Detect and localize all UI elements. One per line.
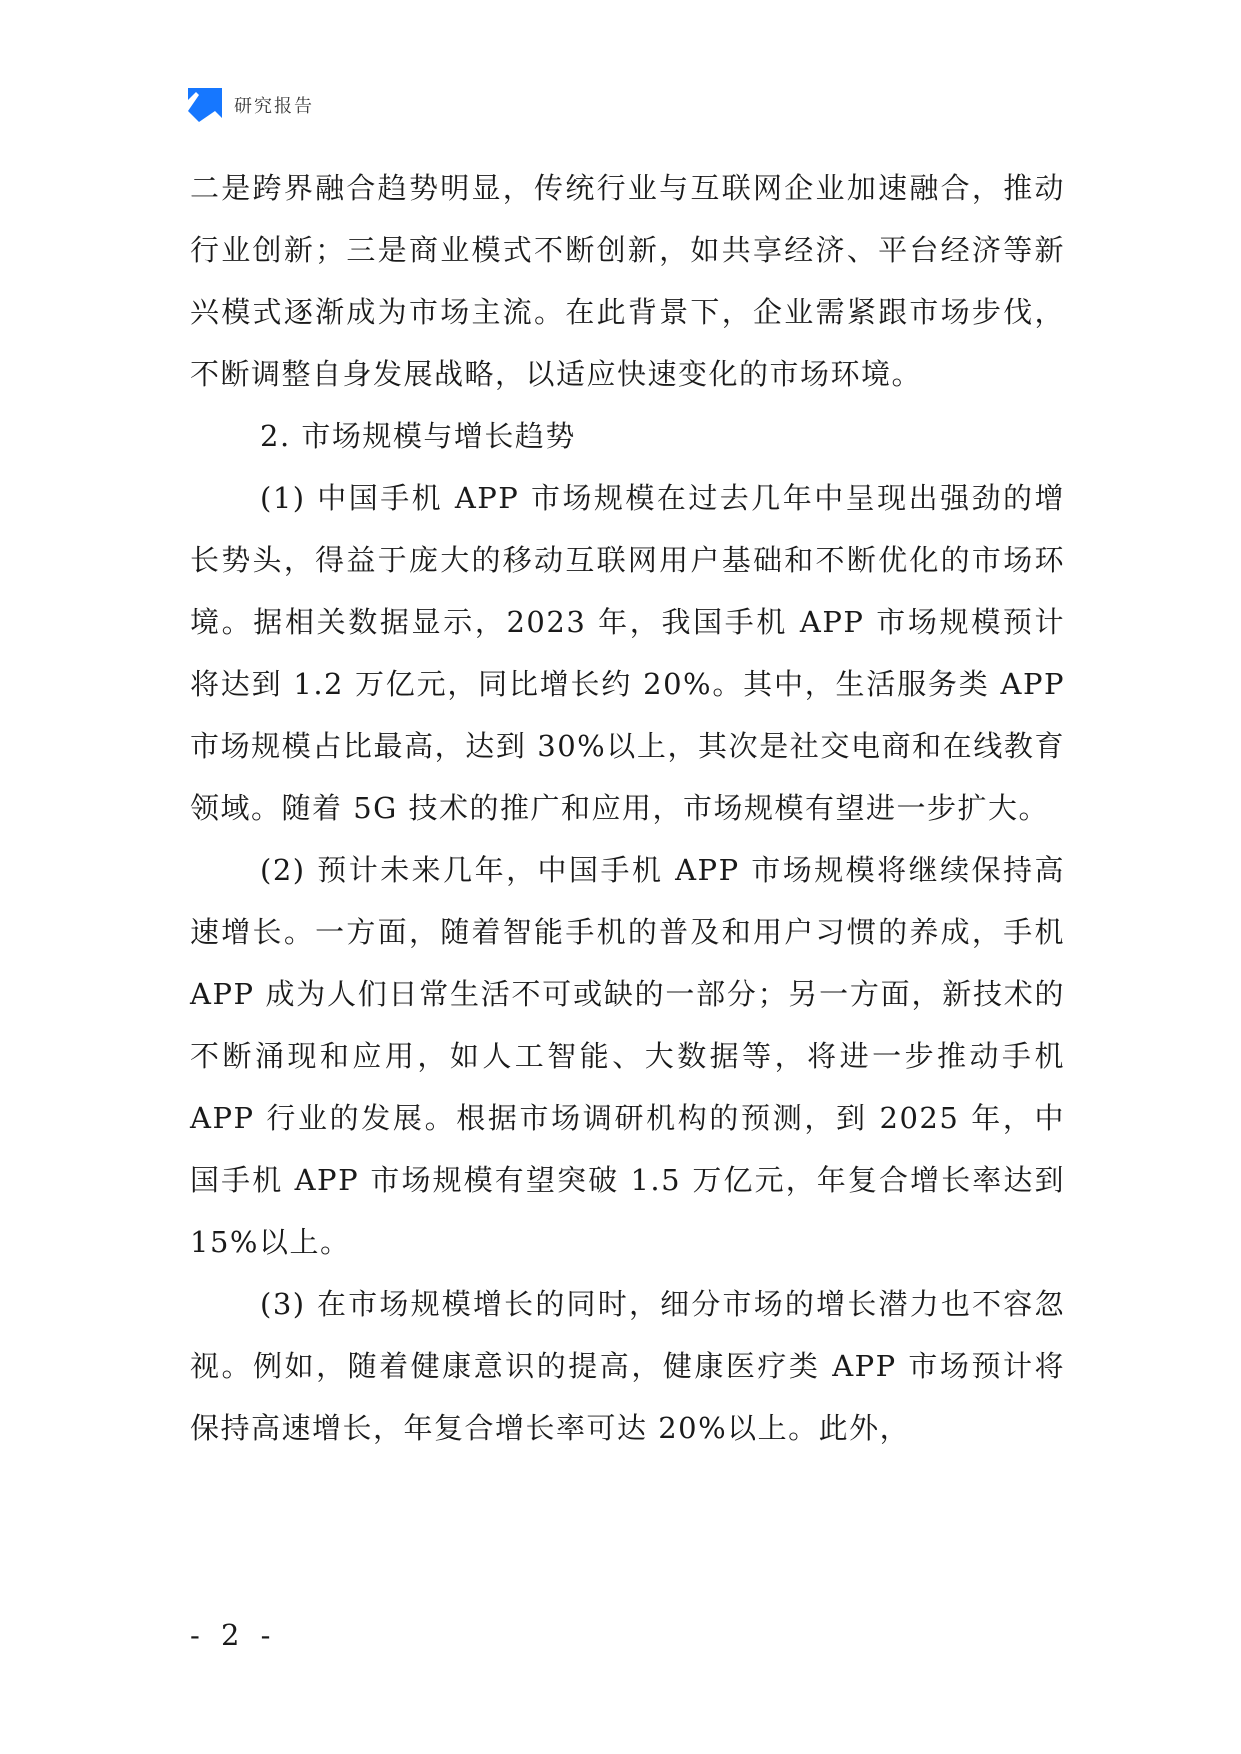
paragraph-2: (2) 预计未来几年，中国手机 APP 市场规模将继续保持高速增长。一方面，随着智能手机的普及和用户习惯的养成，手机 APP 成为人们日常生活不可或缺的一部分；另一方面，新技术的不断涌现和应用，如人工智能、大数据等，将进一步推动手机 APP 行业的发展。根据市场调研机构的预测，到 2025 年，中国手机 APP 市场规模有望突破 1.5 万亿元，年复合增长率达到 15%以上。 [190,853,1065,1259]
arrow-up-right-icon [188,88,222,122]
paragraph-3: (3) 在市场规模增长的同时，细分市场的增长潜力也不容忽视。例如，随着健康意识的提高，健康医疗类 APP 市场预计将保持高速增长，年复合增长率可达 20%以上。此外， [190,1287,1065,1445]
paragraph-1: (1) 中国手机 APP 市场规模在过去几年中呈现出强劲的增长势头，得益于庞大的移动互联网用户基础和不断优化的市场环境。据相关数据显示，2023 年，我国手机 APP 市场规模预计将达到 1.2 万亿元，同比增长约 20%。其中，生活服务类 APP 市场规模占比最高，达到 30%以上，其次是社交电商和在线教育领域。随着 5G 技术的推广和应用，市场规模有望进一步扩大。 [190,481,1065,825]
section-heading: 2. 市场规模与增长趋势 [260,419,576,453]
document-body [190,157,1065,1459]
page-header [188,88,314,122]
page-number: - 2 - [190,1618,277,1652]
report-title: 研究报告 [234,96,314,117]
paragraph-continued: 二是跨界融合趋势明显，传统行业与互联网企业加速融合，推动行业创新；三是商业模式不断创新，如共享经济、平台经济等新兴模式逐渐成为市场主流。在此背景下，企业需紧跟市场步伐，不断调整自身发展战略，以适应快速变化的市场环境。 [190,171,1065,391]
